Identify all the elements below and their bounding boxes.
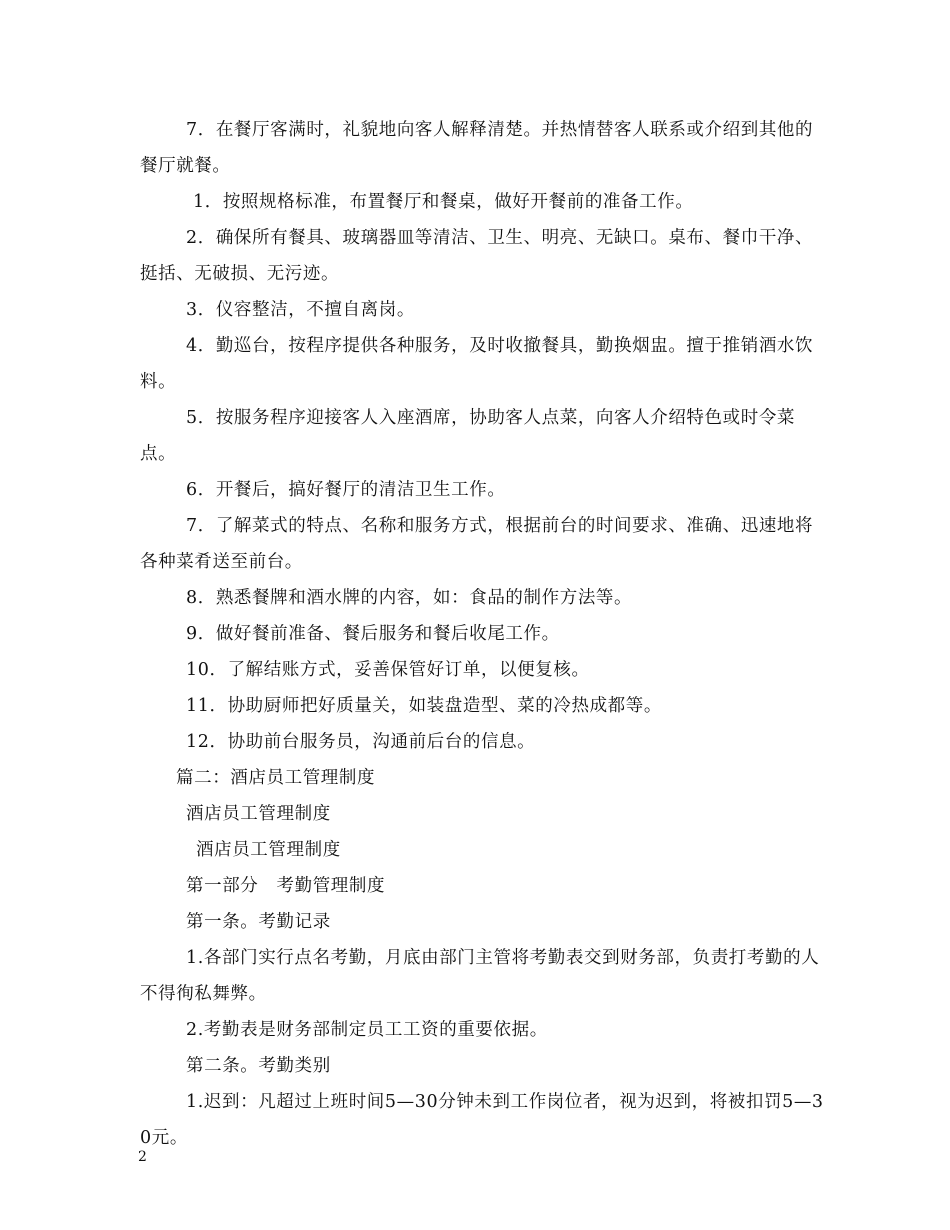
paragraph: 1.各部门实行点名考勤，月底由部门主管将考勤表交到财务部，负责打考勤的人不得徇私舞弊。 <box>140 948 820 1004</box>
document-title: 酒店员工管理制度 <box>186 804 331 824</box>
paragraph: 2．确保所有餐具、玻璃器皿等清洁、卫生、明亮、无缺口。桌布、餐巾干净、挺括、无破损、无污迹。 <box>140 228 814 284</box>
page-number: 2 <box>138 1149 147 1165</box>
part-heading: 第一部分 考勤管理制度 <box>186 876 386 896</box>
document-title: 酒店员工管理制度 <box>196 840 341 860</box>
paragraph: 6．开餐后，搞好餐厅的清洁卫生工作。 <box>186 480 506 500</box>
paragraph: 4．勤巡台，按程序提供各种服务，及时收撤餐具，勤换烟盅。擅于推销酒水饮料。 <box>140 336 814 392</box>
paragraph: 11．协助厨师把好质量关，如装盘造型、菜的冷热成都等。 <box>186 696 662 716</box>
paragraph: 9．做好餐前准备、餐后服务和餐后收尾工作。 <box>186 624 560 644</box>
article-heading: 第一条。考勤记录 <box>186 912 331 932</box>
paragraph: 1．按照规格标准，布置餐厅和餐桌，做好开餐前的准备工作。 <box>193 192 694 212</box>
paragraph: 5．按服务程序迎接客人入座酒席，协助客人点菜，向客人介绍特色或时令菜点。 <box>140 408 796 464</box>
article-heading: 第二条。考勤类别 <box>186 1056 331 1076</box>
paragraph: 1.迟到：凡超过上班时间5—30分钟未到工作岗位者，视为迟到，将被扣罚5—30元。 <box>140 1092 824 1148</box>
section-heading: 篇二：酒店员工管理制度 <box>176 768 376 788</box>
paragraph: 8．熟悉餐牌和酒水牌的内容，如：食品的制作方法等。 <box>186 588 633 608</box>
paragraph: 10．了解结账方式，妥善保管好订单，以便复核。 <box>186 660 590 680</box>
paragraph: 12．协助前台服务员，沟通前后台的信息。 <box>186 732 536 752</box>
paragraph: 7．了解菜式的特点、名称和服务方式，根据前台的时间要求、准确、迅速地将各种菜肴送至前台。 <box>140 516 814 572</box>
paragraph: 3．仪容整洁，不擅自离岗。 <box>186 300 415 320</box>
paragraph: 2.考勤表是财务部制定员工工资的重要依据。 <box>186 1020 548 1040</box>
paragraph: 7．在餐厅客满时，礼貌地向客人解释清楚。并热情替客人联系或介绍到其他的餐厅就餐。 <box>140 120 814 176</box>
